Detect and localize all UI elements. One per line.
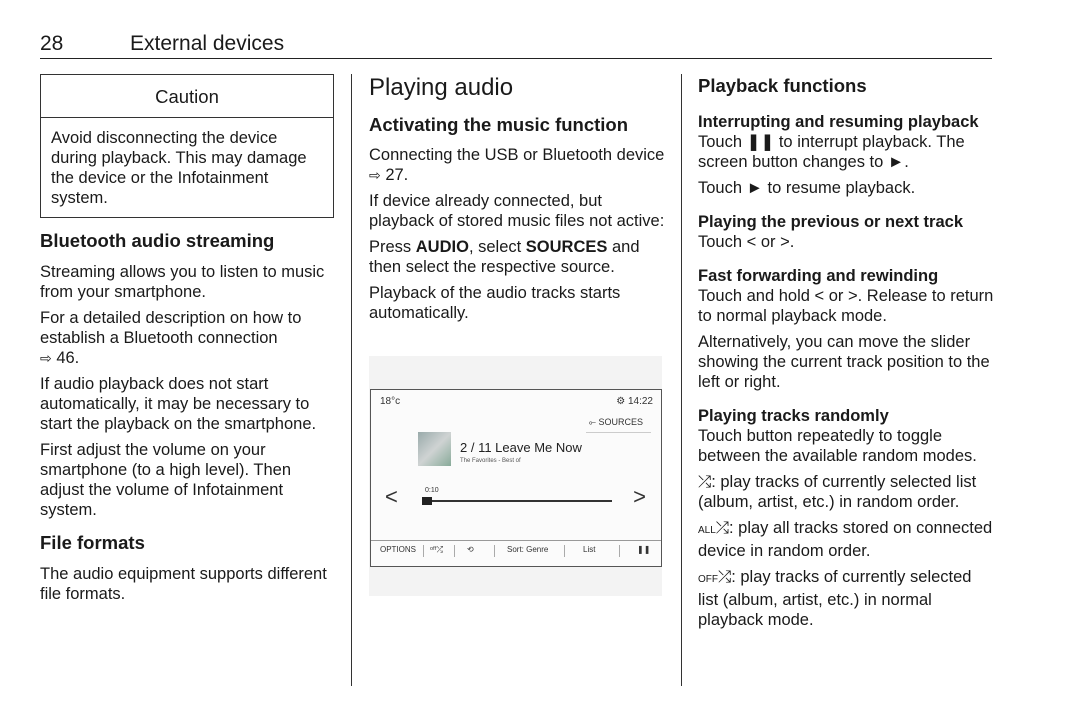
column-middle [369, 74, 665, 329]
separator [423, 545, 424, 557]
temperature-status: 18°c [380, 396, 401, 407]
separator [454, 545, 455, 557]
column-divider [681, 74, 682, 686]
track-position: 0:10 [425, 487, 439, 494]
list-button: List [583, 545, 596, 554]
subsection-heading: Playing the previous or next track [698, 213, 963, 231]
slider-fill [422, 497, 432, 505]
paragraph: Playback of the audio tracks starts automatically. [369, 284, 621, 322]
caution-box [40, 74, 334, 218]
section-heading: Playback functions [698, 75, 867, 96]
shuffle-icon: ⤮ [718, 568, 732, 586]
paragraph: ALL⤮: play all tracks stored on connected device in random order. [698, 519, 993, 560]
paragraph: For a detailed description on how to establish a Bluetooth connection ⇨ 46. [40, 309, 302, 367]
options-button: OPTIONS [380, 545, 417, 554]
audio-screen [370, 389, 662, 567]
subsection-heading: Playing tracks randomly [698, 407, 889, 425]
sort-button: Sort: Genre [507, 545, 549, 554]
previous-track-icon: < [385, 484, 398, 509]
shuffle-off-icon: OFF [698, 574, 718, 585]
separator [494, 545, 495, 557]
shuffle-icon: ⤮ [715, 519, 729, 537]
paragraph: The audio equipment supports different file formats. [40, 565, 327, 603]
paragraph: OFF⤮: play tracks of currently selected list (album, artist, etc.) in normal playback mode. [698, 568, 972, 629]
page-header [40, 30, 992, 59]
paragraph: ⤮: play tracks of currently selected list (album, artist, etc.) in random order. [698, 473, 977, 511]
column-right [698, 74, 994, 636]
paragraph: Touch and hold < or >. Release to return to normal playback mode. [698, 287, 994, 325]
sources-button: ⟜ SOURCES [588, 417, 643, 427]
caution-title: Caution [41, 75, 333, 118]
reference-arrow-icon: ⇨ [369, 167, 381, 183]
divider [586, 432, 651, 433]
track-slider [422, 500, 612, 502]
clock: ⚙ 14:22 [616, 396, 653, 407]
shuffle-all-icon: ALL [698, 525, 716, 536]
repeat-icon: ⟲ [467, 545, 474, 554]
reference-arrow-icon: ⇨ [40, 350, 52, 366]
separator [619, 545, 620, 557]
separator [564, 545, 565, 557]
paragraph: Streaming allows you to listen to music from your smartphone. [40, 263, 325, 301]
shuffle-icon: ⤮ [698, 473, 712, 491]
usb-icon: ⟜ [588, 417, 596, 427]
caution-text: Avoid disconnecting the device during playback. This may damage the device or the Infotainment system. [51, 129, 307, 207]
subsection-heading: Interrupting and resuming playback [698, 113, 979, 131]
column-left [40, 74, 334, 610]
column-divider [351, 74, 352, 686]
divider [371, 540, 661, 541]
section-heading: Bluetooth audio streaming [40, 230, 275, 251]
paragraph: Alternatively, you can move the slider showing the current track position to the left or right. [698, 333, 990, 391]
infotainment-screenshot [369, 356, 662, 596]
paragraph: First adjust the volume on your smartphone (to a high level). Then adjust the volume of Infotainment system. [40, 441, 292, 519]
paragraph: Touch ❚❚ to interrupt playback. The screen button changes to ►. [698, 133, 965, 171]
section-heading: File formats [40, 532, 145, 553]
shuffle-off-icon: ᵒᶠᶠ⤮ [430, 545, 444, 554]
subsection-heading: Activating the music function [369, 114, 629, 135]
chapter-title: External devices [130, 32, 285, 55]
paragraph: Touch button repeatedly to toggle between the available random modes. [698, 427, 977, 465]
album-cover [418, 432, 451, 466]
paragraph: Touch < or >. [698, 233, 795, 251]
album-name: The Favorites - Best of [460, 458, 521, 464]
paragraph: Touch ► to resume playback. [698, 179, 916, 197]
page-number: 28 [40, 32, 64, 55]
section-title: Playing audio [369, 74, 514, 101]
paragraph: Connecting the USB or Bluetooth device ⇨ 27. [369, 146, 665, 184]
next-track-icon: > [633, 484, 646, 509]
paragraph: If device already connected, but playback of stored music files not active: [369, 192, 665, 230]
track-title: 2 / 11 Leave Me Now [460, 440, 582, 455]
pause-icon: ❚❚ [637, 545, 651, 554]
paragraph: If audio playback does not start automatically, it may be necessary to start the playback on the smartphone. [40, 375, 317, 433]
paragraph: Press AUDIO, select SOURCES and then select the respective source. [369, 238, 640, 276]
subsection-heading: Fast forwarding and rewinding [698, 267, 939, 285]
